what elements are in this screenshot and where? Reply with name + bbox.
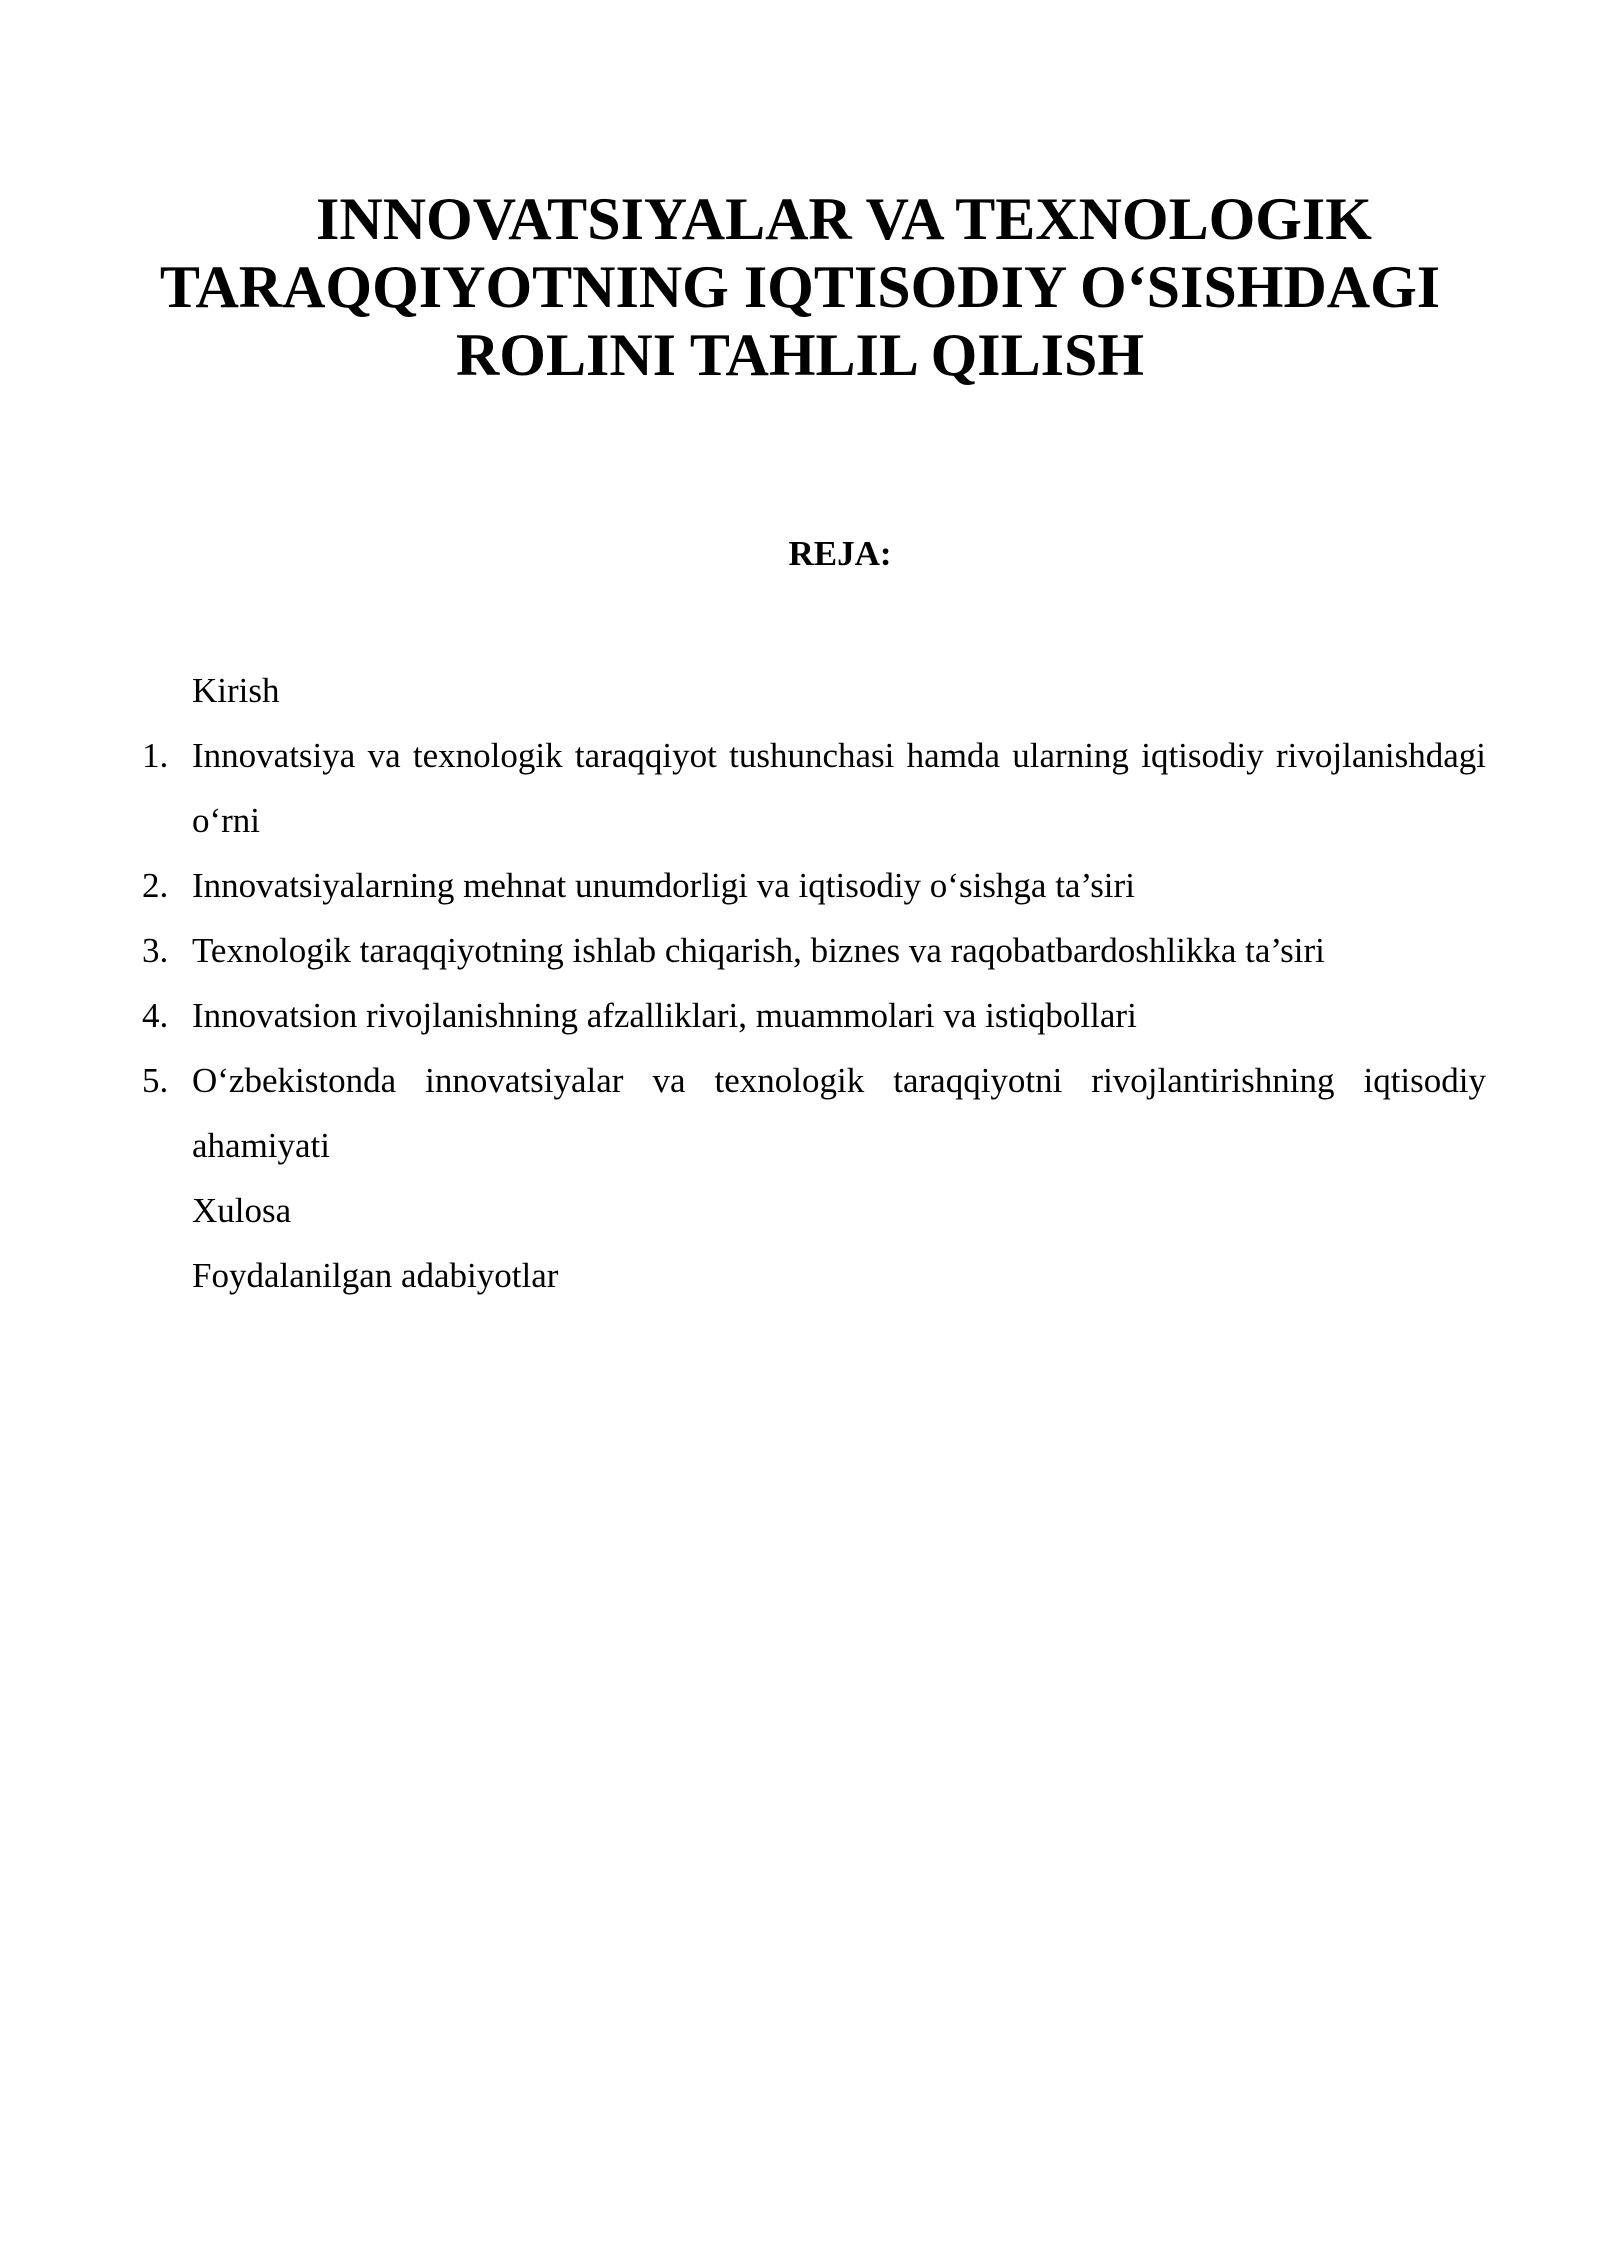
plan-item-number: 2. — [142, 866, 169, 905]
plan-item-5 — [142, 1048, 1486, 1178]
plan-item-4 — [142, 983, 1486, 1048]
plan-item-text: O‘zbekistonda innovatsiyalar va texnologik taraqqiyotni rivojlantirishning iqtisodiy ahamiyati — [192, 1061, 1486, 1165]
plan-heading: REJA: — [788, 534, 892, 573]
plan-item-number: 5. — [142, 1061, 169, 1100]
plan-item-1 — [142, 723, 1486, 853]
plan-list — [142, 658, 1486, 1308]
plan-item-conclusion — [192, 1178, 1486, 1243]
plan-item-text: Innovatsiyalarning mehnat unumdorligi va iqtisodiy o‘sishga ta’siri — [192, 866, 1135, 905]
plan-item-intro — [192, 658, 1486, 723]
plan-item-text: Innovatsiya va texnologik taraqqiyot tushunchasi hamda ularning iqtisodiy rivojlanishdagi o‘rni — [192, 736, 1486, 840]
plan-item-number: 3. — [142, 931, 169, 970]
plan-item-text: Innovatsion rivojlanishning afzalliklari, muammolari va istiqbollari — [192, 996, 1137, 1035]
plan-item-3 — [142, 918, 1486, 983]
title-line-3: ROLINI TAHLIL QILISH — [455, 322, 1145, 388]
title-line-2: TARAQQIYOTNING IQTISODIY O‘SISHDAGI — [159, 254, 1441, 320]
plan-item-text: Foydalanilgan adabiyotlar — [192, 1256, 559, 1295]
title-line-1: INNOVATSIYALAR VA TEXNOLOGIK — [316, 186, 1372, 252]
plan-item-2 — [142, 853, 1486, 918]
plan-item-text: Xulosa — [192, 1191, 292, 1230]
plan-item-number: 1. — [142, 736, 169, 775]
document-title — [150, 185, 1450, 389]
plan-item-text: Kirish — [192, 671, 280, 710]
plan-item-text: Texnologik taraqqiyotning ishlab chiqarish, biznes va raqobatbardoshlikka ta’siri — [192, 931, 1325, 970]
plan-item-number: 4. — [142, 996, 169, 1035]
plan-item-references — [192, 1243, 1486, 1308]
